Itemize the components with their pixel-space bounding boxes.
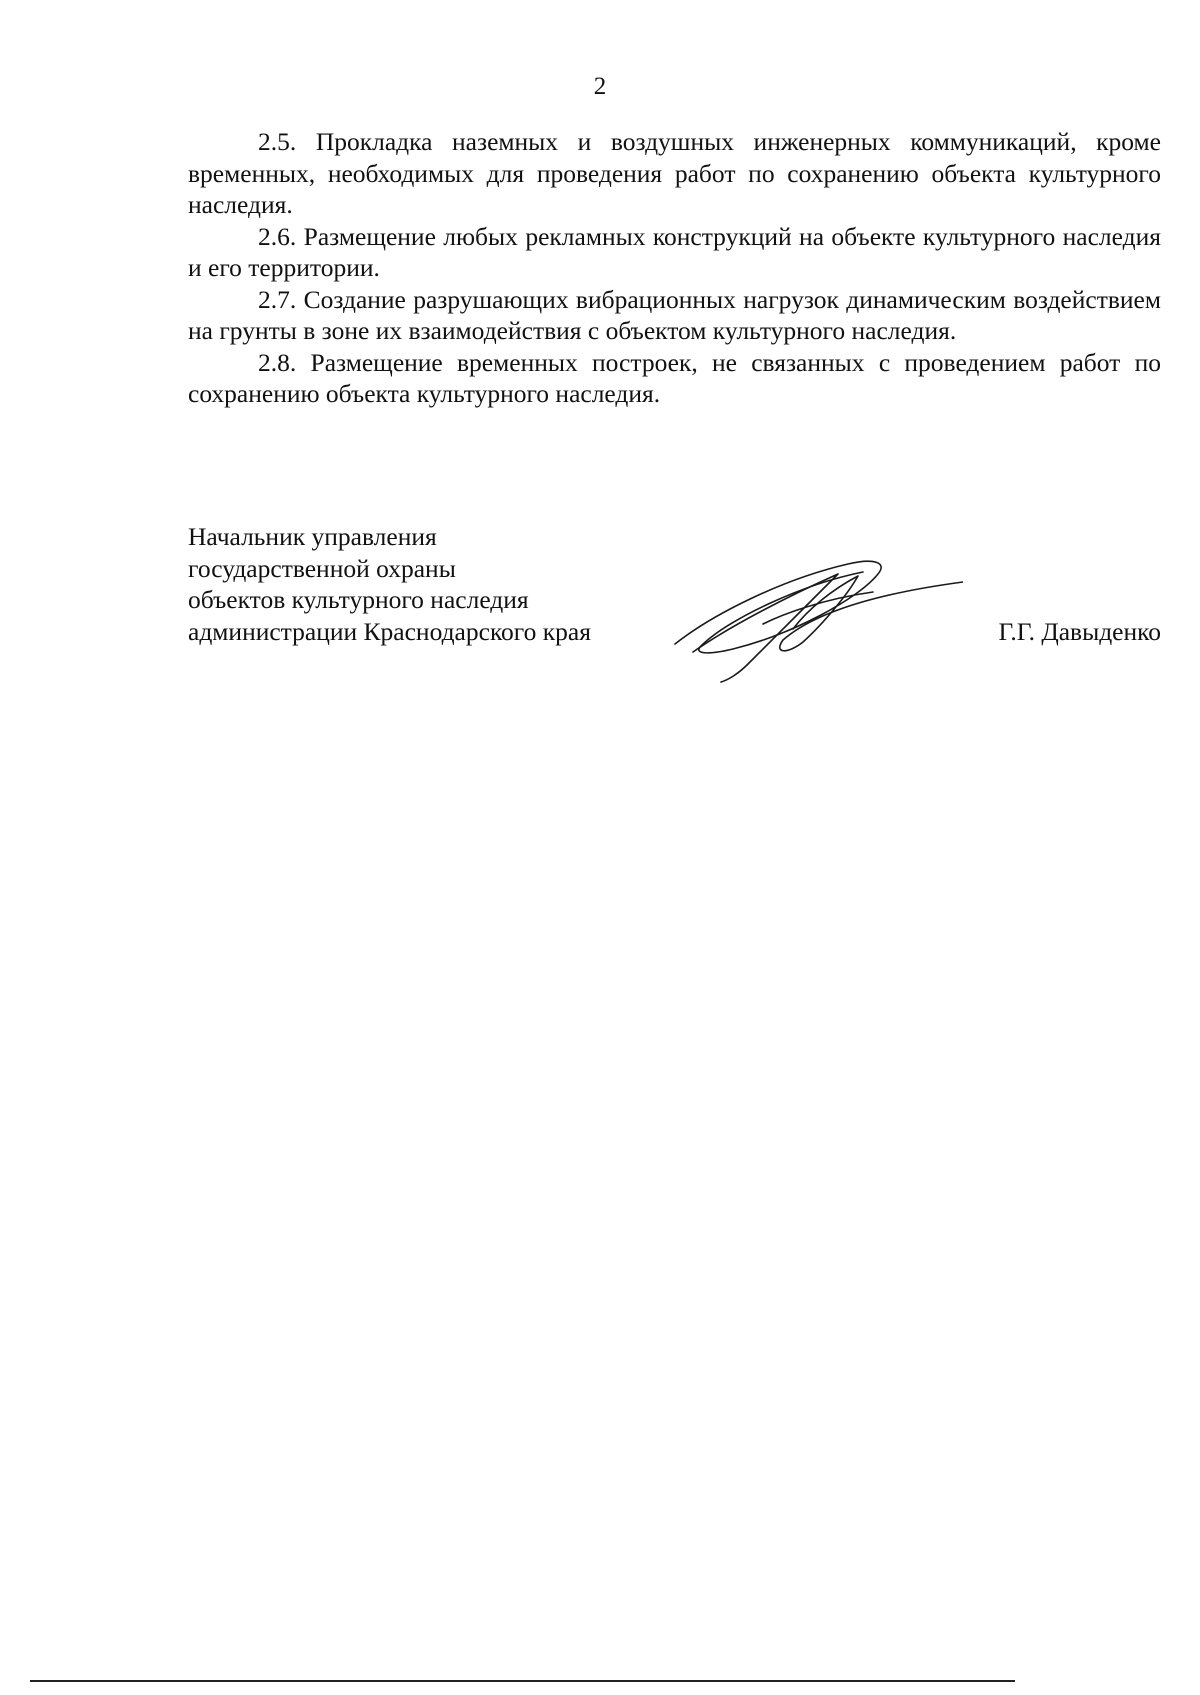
- signature-block: [188, 521, 1161, 681]
- signer-position: [188, 521, 591, 647]
- footer-divider: [30, 1680, 1015, 1682]
- document-body: [188, 126, 1161, 410]
- position-line: Начальник управления: [188, 522, 437, 551]
- paragraph-2-5: 2.5. Прокладка наземных и воздушных инженерных коммуникаций, кроме временных, необходимых для проведения работ по сохранению объекта культурного наследия.: [188, 127, 1161, 219]
- paragraph-2-8: 2.8. Размещение временных построек, не связанных с проведением работ по сохранению объекта культурного наследия.: [188, 347, 1161, 408]
- page-number: 2: [593, 73, 607, 100]
- paragraph-2-6: 2.6. Размещение любых рекламных конструкций на объекте культурного наследия и его территории.: [188, 221, 1161, 282]
- position-line: государственной охраны: [188, 553, 456, 583]
- position-line: объектов культурного наследия: [188, 585, 529, 614]
- signer-name: Г.Г. Давыденко: [998, 616, 1161, 646]
- handwritten-signature: [673, 554, 963, 684]
- paragraph-2-7: 2.7. Создание разрушающих вибрационных нагрузок динамическим воздействием на грунты в зоне их взаимодействия с объектом культурного наследия.: [188, 284, 1161, 345]
- position-line: администрации Краснодарского края: [188, 616, 591, 646]
